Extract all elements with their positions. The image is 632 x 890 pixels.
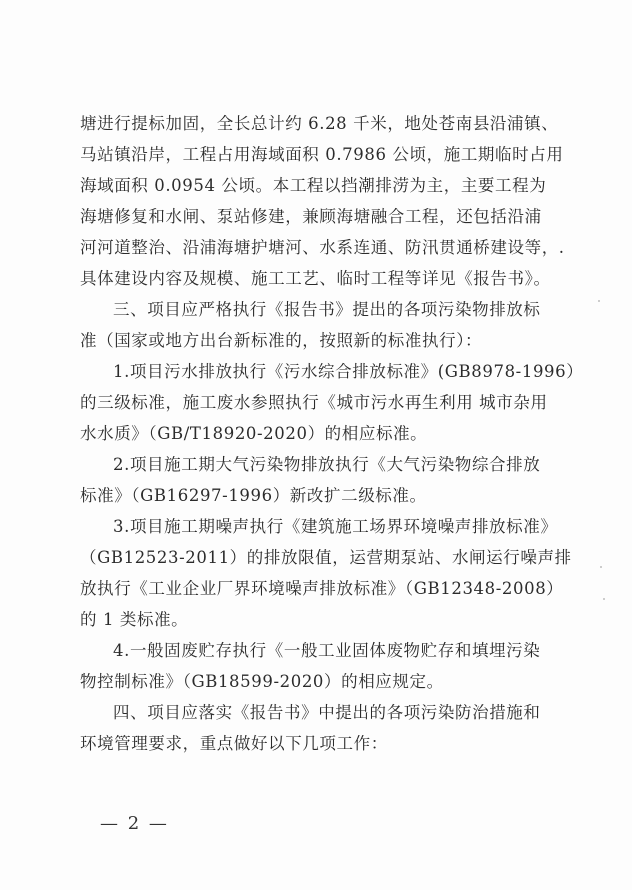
paragraph-section-three <box>80 294 550 356</box>
text-line: 三、项目应严格执行《报告书》提出的各项污染物排放标 <box>113 300 541 319</box>
paragraph-item-3 <box>80 511 572 635</box>
page-number: — 2 — <box>100 813 169 834</box>
paragraph-section-four <box>80 697 550 759</box>
text-line: 海塘修复和水闸、泵站修建，兼顾海塘融合工程，还包括沿浦 <box>80 207 542 226</box>
text-line: 准（国家或地方出台新标准的，按照新的标准执行）： <box>80 331 483 350</box>
text-line: 海域面积 0.0954 公顷。本工程以挡潮排涝为主，主要工程为 <box>80 176 547 195</box>
text-line: 2.项目施工期大气污染物排放执行《大气污染物综合排放 <box>113 455 541 474</box>
text-line: 水水质》（GB/T18920-2020）的相应标准。 <box>80 424 428 443</box>
body-text <box>80 108 584 759</box>
text-line: 的三级标准，施工废水参照执行《城市污水再生利用 城市杂用 <box>80 393 548 412</box>
text-line: 放执行《工业企业厂界环境噪声排放标准》（GB12348-2008） <box>80 579 564 598</box>
text-line: 标准》（GB16297-1996）新改扩二级标准。 <box>80 486 427 505</box>
text-line: 1.项目污水排放执行《污水综合排放标准》(GB8978-1996） <box>113 362 584 381</box>
text-line: 4.一般固废贮存执行《一般工业固体废物贮存和填埋污染 <box>113 641 541 660</box>
text-line: 河河道整治、沿浦海塘护塘河、水系连通、防汛贯通桥建设等，. <box>80 238 565 257</box>
text-line: 物控制标准》（GB18599-2020）的相应规定。 <box>80 672 444 691</box>
text-line: （GB12523-2011）的排放限值，运营期泵站、水闸运行噪声排 <box>80 548 572 567</box>
text-line: 四、项目应落实《报告书》中提出的各项污染防治措施和 <box>113 703 541 722</box>
scan-speck <box>603 598 605 600</box>
scan-speck <box>598 300 600 302</box>
scan-speck <box>600 566 602 568</box>
text-line: 塘进行提标加固，全长总计约 6.28 千米，地处苍南县沿浦镇、 <box>80 114 559 133</box>
text-line: 具体建设内容及规模、施工工艺、临时工程等详见《报告书》。 <box>80 269 551 288</box>
paragraph-item-1 <box>80 356 584 449</box>
text-line: 的 1 类标准。 <box>80 610 189 629</box>
text-line: 3.项目施工期噪声执行《建筑施工场界环境噪声排放标准》 <box>113 517 558 536</box>
paragraph-item-2 <box>80 449 550 511</box>
paragraph-item-4 <box>80 635 550 697</box>
paragraph-project-scope <box>80 108 565 294</box>
text-line: 环境管理要求，重点做好以下几项工作： <box>80 734 388 753</box>
text-line: 马站镇沿岸，工程占用海域面积 0.7986 公顷，施工期临时占用 <box>80 145 564 164</box>
